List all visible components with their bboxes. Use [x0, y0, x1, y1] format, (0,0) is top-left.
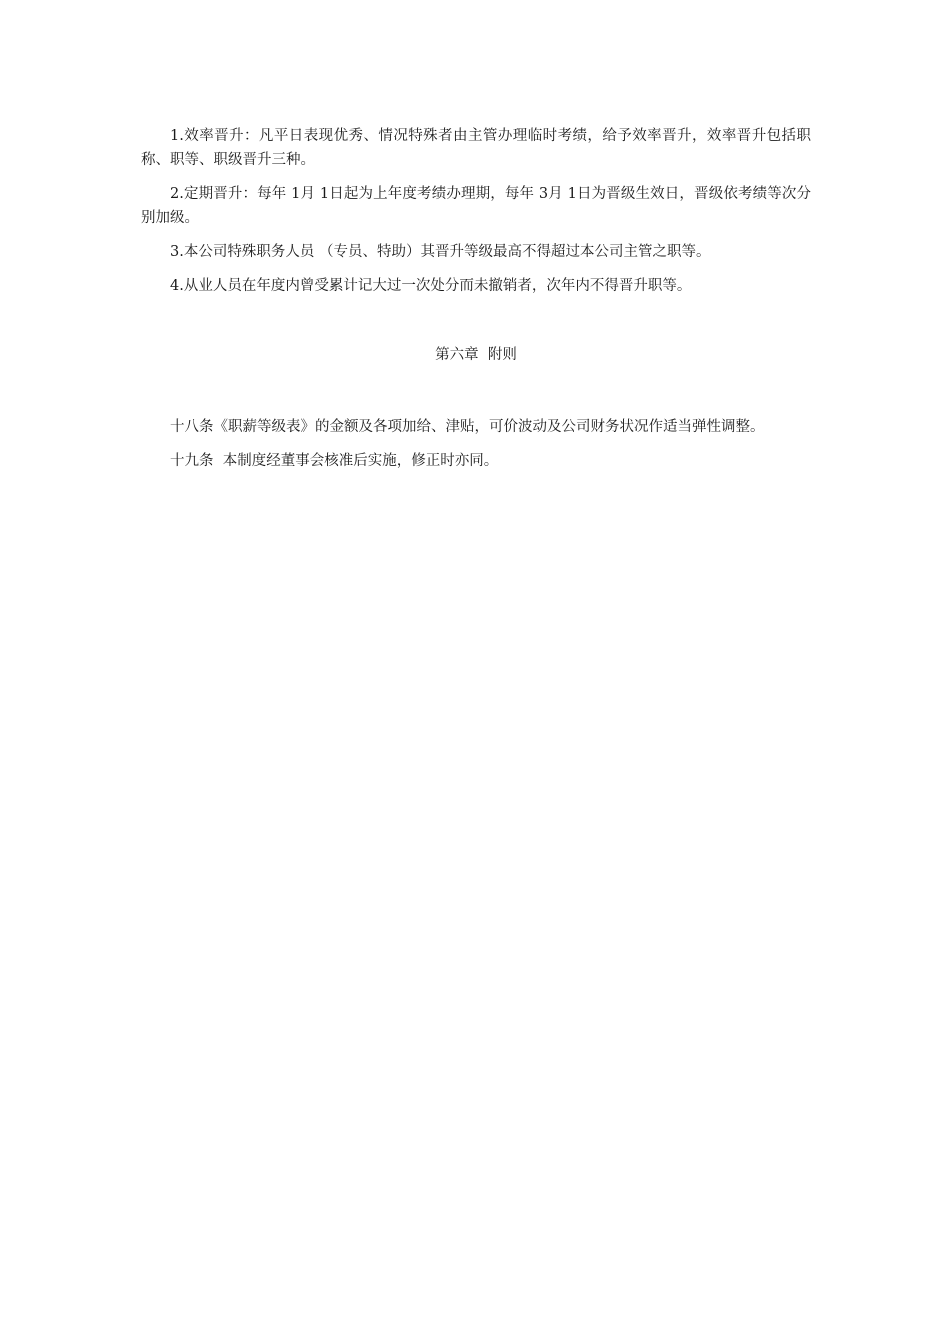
promotion-item-3: 3.本公司特殊职务人员 （专员、特助）其晋升等级最高不得超过本公司主管之职等。 — [170, 244, 711, 260]
promotion-item-1: 1.效率晋升：凡平日表现优秀、情况特殊者由主管办理临时考绩，给予效率晋升，效率晋升包括职称、职等、职级晋升三种。 — [141, 128, 811, 168]
document-body — [141, 124, 811, 483]
chapter-title: 第六章 附则 — [435, 347, 517, 363]
promotion-item-2: 2.定期晋升：每年 1月 1日起为上年度考绩办理期，每年 3月 1日为晋级生效日，晋级依考绩等次分别加级。 — [141, 186, 811, 226]
article-19: 十九条 本制度经董事会核准后实施，修正时亦同。 — [170, 453, 499, 469]
article-18: 十八条《职薪等级表》的金额及各项加给、津贴，可价波动及公司财务状况作适当弹性调整。 — [170, 419, 765, 435]
promotion-item-4: 4.从业人员在年度内曾受累计记大过一次处分而未撤销者，次年内不得晋升职等。 — [170, 278, 692, 294]
